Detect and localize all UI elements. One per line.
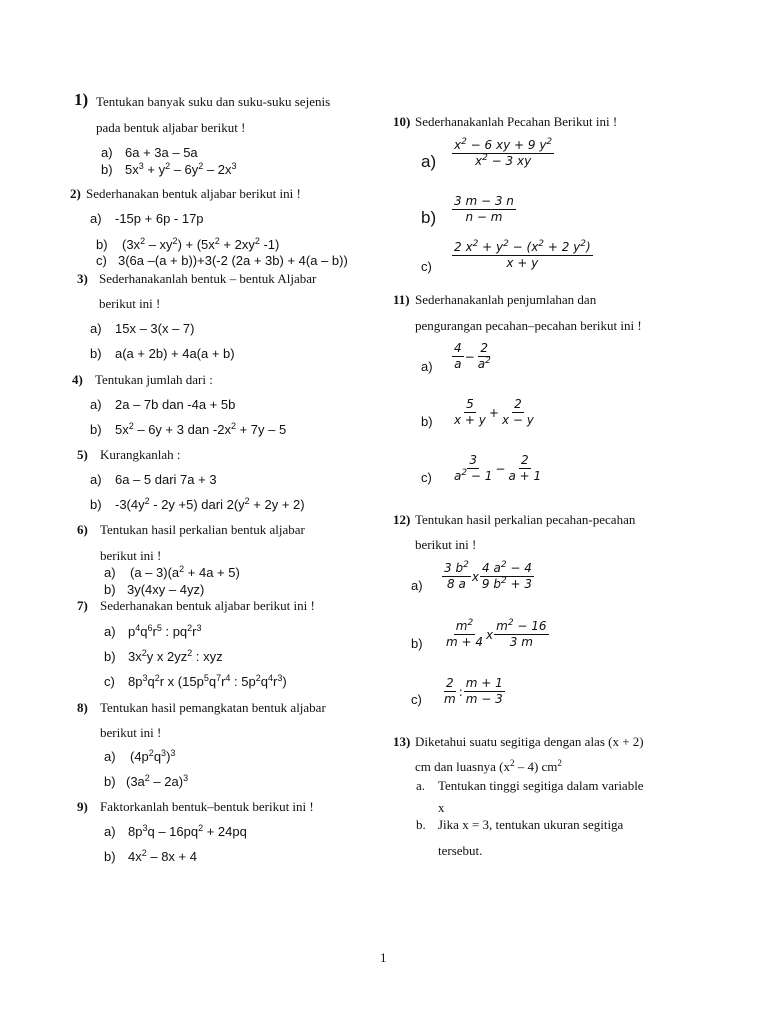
q13-number: 13) bbox=[393, 734, 411, 749]
q11-c-label: c) bbox=[421, 470, 432, 485]
q3-text-line2: berikut ini ! bbox=[99, 296, 161, 311]
q3-text-line1: Sederhanakanlah bentuk – bentuk Aljabar bbox=[99, 271, 317, 286]
q11-text-line2: pengurangan pecahan–pecahan berikut ini ! bbox=[415, 318, 642, 333]
q6-text-line2: berikut ini ! bbox=[100, 548, 162, 563]
q6-b-label: b) bbox=[104, 582, 116, 597]
q12-number: 12) bbox=[393, 512, 411, 527]
q6-a-expression: $(a - 3)(a^2 + 4a + 5)$ bbox=[130, 564, 240, 580]
q12-b-frac2-den: 3 m bbox=[509, 635, 533, 649]
q8-text-line1: Tentukan hasil pemangkatan bentuk aljabar bbox=[100, 700, 326, 715]
q1-b-label: b) bbox=[101, 162, 113, 177]
q11-c-frac1-num: 3 bbox=[469, 453, 478, 467]
q11-b-expression bbox=[452, 397, 536, 428]
q7-text-line1: Sederhanakan bentuk aljabar berikut ini ! bbox=[100, 598, 315, 613]
q4-a-expression: 2a – 7b dan -4a + 5b bbox=[115, 397, 236, 412]
q10-c-numerator: 2 $x^2 + y^2 - (x^2 + 2$ $y^2$) bbox=[454, 239, 591, 254]
q10-c-fraction bbox=[452, 240, 593, 271]
q5-b-label: b) bbox=[90, 497, 102, 512]
q4-a-label: a) bbox=[90, 397, 102, 412]
q10-a-denominator: $x^2 - 3$ xy bbox=[474, 153, 532, 168]
q1-b-expression: $5x^3 + y^2 - 6y^2 - 2x^3$ bbox=[125, 161, 237, 177]
q5-a-label: a) bbox=[90, 472, 102, 487]
q7-b-expression: $3x^2y$ x $2yz^2$ : xyz bbox=[128, 648, 223, 664]
q12-text-line1: Tentukan hasil perkalian pecahan-pecahan bbox=[415, 512, 636, 527]
q7-c-expression: $8p^3q^2r$ x ($15p^5q^7r^4$ : $5p^2q^4r^3$) bbox=[128, 673, 287, 689]
q1-text-line1: Tentukan banyak suku dan suku-suku sejenis bbox=[96, 94, 331, 109]
q10-b-label: b) bbox=[421, 208, 437, 227]
q12-text-line2: berikut ini ! bbox=[415, 537, 477, 552]
q2-number: 2) bbox=[70, 186, 81, 201]
q13-b-text2: tersebut. bbox=[438, 843, 483, 858]
q11-a-frac1-num: 4 bbox=[454, 341, 462, 355]
q12-a-label: a) bbox=[411, 578, 423, 593]
q13-a-label: a. bbox=[416, 778, 426, 793]
q10-a-numerator: $x^2 - 6$ xy + 9 $y^2$ bbox=[454, 137, 553, 152]
q12-b-operator: x bbox=[486, 627, 494, 642]
q9-text-line1: Faktorkanlah bentuk–bentuk berikut ini ! bbox=[100, 799, 314, 814]
q2-b-label: b) bbox=[96, 237, 108, 252]
q12-a-frac1-num: 3 $b^2$ bbox=[444, 560, 469, 575]
q12-c-frac1-den: m bbox=[444, 692, 456, 706]
q1-a-label: a) bbox=[101, 145, 113, 160]
q2-c-expression: 3(6a –(a + b))+3(-2 (2a + 3b) + 4(a – b)) bbox=[118, 253, 348, 268]
q11-number: 11) bbox=[393, 292, 410, 307]
q10-b-fraction bbox=[452, 194, 516, 225]
q2-b-expression: $(3x^2 - xy^2) + (5x^2 + 2xy^2$ -1) bbox=[122, 236, 280, 252]
q8-b-label: b) bbox=[104, 774, 116, 789]
q11-text-line1: Sederhanakanlah penjumlahan dan bbox=[415, 292, 597, 307]
q10-c-label: c) bbox=[421, 259, 432, 274]
q2-a-expression: -15p + 6p - 17p bbox=[115, 211, 204, 226]
q13-text-line2: cm dan luasnya $(x^2 - 4)$ $cm^2$ bbox=[415, 758, 562, 774]
q6-number: 6) bbox=[77, 522, 88, 537]
q8-b-expression: $(3a^2 - 2a)^3$ bbox=[126, 773, 189, 789]
q11-c-frac2-den: a + 1 bbox=[508, 469, 542, 483]
q10-text-line1: Sederhanakanlah Pecahan Berikut ini ! bbox=[415, 114, 618, 129]
q9-a-expression: $8p^3q - 16pq^2 + 24pq$ bbox=[128, 823, 247, 839]
q11-a-frac2-den: $a^2$ bbox=[477, 356, 491, 371]
q8-text-line2: berikut ini ! bbox=[100, 725, 162, 740]
q12-b-frac1-den: m + 4 bbox=[446, 635, 484, 649]
q2-text-line1: Sederhanakan bentuk aljabar berikut ini ! bbox=[86, 186, 301, 201]
q1-number: 1) bbox=[74, 90, 89, 109]
q12-b-frac1-num: $m^2$ bbox=[455, 618, 474, 633]
q12-c-operator: : bbox=[458, 684, 463, 699]
q12-b-frac2-num: $m^2 - 16$ bbox=[496, 618, 547, 633]
q6-a-label: a) bbox=[104, 565, 116, 580]
q11-c-frac1-den: $a^2 - 1$ bbox=[454, 468, 493, 483]
q10-c-denominator: x + y bbox=[506, 256, 539, 270]
q11-a-expression bbox=[452, 341, 493, 372]
q8-number: 8) bbox=[77, 700, 88, 715]
q11-b-frac1-den: x + y bbox=[454, 413, 486, 427]
q8-a-label: a) bbox=[104, 749, 116, 764]
page-number: 1 bbox=[380, 950, 387, 965]
q6-text-line1: Tentukan hasil perkalian bentuk aljabar bbox=[100, 522, 305, 537]
q4-b-expression: $5x^2 - 6y + 3$ dan $-2x^2 + 7y - 5$ bbox=[115, 421, 287, 437]
q4-b-label: b) bbox=[90, 422, 102, 437]
q12-c-expression bbox=[442, 676, 505, 707]
q3-b-expression: a(a + 2b) + 4a(a + b) bbox=[115, 346, 235, 361]
q9-b-expression: $4x^2 - 8x + 4$ bbox=[128, 848, 197, 864]
q12-a-expression bbox=[442, 561, 534, 592]
q5-number: 5) bbox=[77, 447, 88, 462]
q3-b-label: b) bbox=[90, 346, 102, 361]
q13-a-text: Tentukan tinggi segitiga dalam variable bbox=[438, 778, 644, 793]
q6-b-expression: 3y(4xy – 4yz) bbox=[127, 582, 205, 597]
q10-number: 10) bbox=[393, 114, 411, 129]
q3-a-expression: 15x – 3(x – 7) bbox=[115, 321, 195, 336]
q12-c-label: c) bbox=[411, 692, 422, 707]
q12-c-frac2-den: m − 3 bbox=[465, 692, 503, 706]
q7-b-label: b) bbox=[104, 649, 116, 664]
q11-b-frac1-num: 5 bbox=[466, 397, 474, 411]
q12-a-frac2-den: 9 $b^2 + 3$ bbox=[481, 576, 533, 591]
q12-c-frac1-num: 2 bbox=[446, 676, 454, 690]
q12-a-operator: x bbox=[471, 569, 479, 584]
q9-b-label: b) bbox=[104, 849, 116, 864]
q11-a-operator: − bbox=[464, 349, 475, 364]
q7-a-expression: $p^4q^6r^5$ : $pq^2r^3$ bbox=[128, 623, 202, 639]
q7-c-label: c) bbox=[104, 674, 115, 689]
q11-b-label: b) bbox=[421, 414, 433, 429]
q11-b-operator: + bbox=[488, 405, 499, 420]
q8-a-expression: $(4p^2q^3)^3$ bbox=[130, 748, 176, 764]
q9-a-label: a) bbox=[104, 824, 116, 839]
q5-b-expression: $-3(4y^2 - 2y +5)$ dari $2(y^2 + 2y + 2)$ bbox=[115, 496, 305, 512]
q12-b-label: b) bbox=[411, 636, 423, 651]
q13-b-text: Jika x = 3, tentukan ukuran segitiga bbox=[438, 817, 624, 832]
q12-b-expression bbox=[444, 619, 549, 650]
q7-number: 7) bbox=[77, 598, 88, 613]
q4-text-line1: Tentukan jumlah dari : bbox=[95, 372, 213, 387]
q10-a-label: a) bbox=[421, 152, 437, 171]
q4-number: 4) bbox=[72, 372, 83, 387]
q11-c-frac2-num: 2 bbox=[521, 453, 529, 467]
q3-a-label: a) bbox=[90, 321, 102, 336]
q11-a-frac2-num: 2 bbox=[480, 341, 489, 355]
q11-c-expression bbox=[452, 453, 543, 484]
q7-a-label: a) bbox=[104, 624, 116, 639]
q12-c-frac2-num: m + 1 bbox=[465, 676, 503, 690]
q5-a-expression: 6a – 5 dari 7a + 3 bbox=[115, 472, 217, 487]
q11-a-label: a) bbox=[421, 359, 433, 374]
q13-text-line1: Diketahui suatu segitiga dengan alas (x + 2) bbox=[415, 734, 644, 749]
q1-a-expression: 6a + 3a – 5a bbox=[125, 145, 198, 160]
q12-a-frac1-den: 8 a bbox=[447, 577, 466, 591]
q12-a-frac2-num: 4 $a^2 - 4$ bbox=[482, 560, 532, 575]
q2-a-label: a) bbox=[90, 211, 102, 226]
q13-b-label: b. bbox=[416, 817, 426, 832]
q10-a-fraction bbox=[452, 138, 554, 169]
q2-c-label: c) bbox=[96, 253, 107, 268]
q11-b-frac2-den: x − y bbox=[501, 413, 534, 427]
q11-c-operator: − bbox=[495, 461, 506, 476]
q1-text-line2: pada bentuk aljabar berikut ! bbox=[96, 120, 246, 135]
q11-a-frac1-den: a bbox=[454, 357, 462, 371]
q5-text-line1: Kurangkanlah : bbox=[100, 447, 181, 462]
q9-number: 9) bbox=[77, 799, 88, 814]
q10-b-numerator: 3 m − 3 n bbox=[454, 194, 514, 208]
q13-a-text2: x bbox=[438, 800, 445, 815]
q10-b-denominator: n − m bbox=[465, 210, 503, 224]
q3-number: 3) bbox=[77, 271, 88, 286]
q11-b-frac2-num: 2 bbox=[514, 397, 522, 411]
